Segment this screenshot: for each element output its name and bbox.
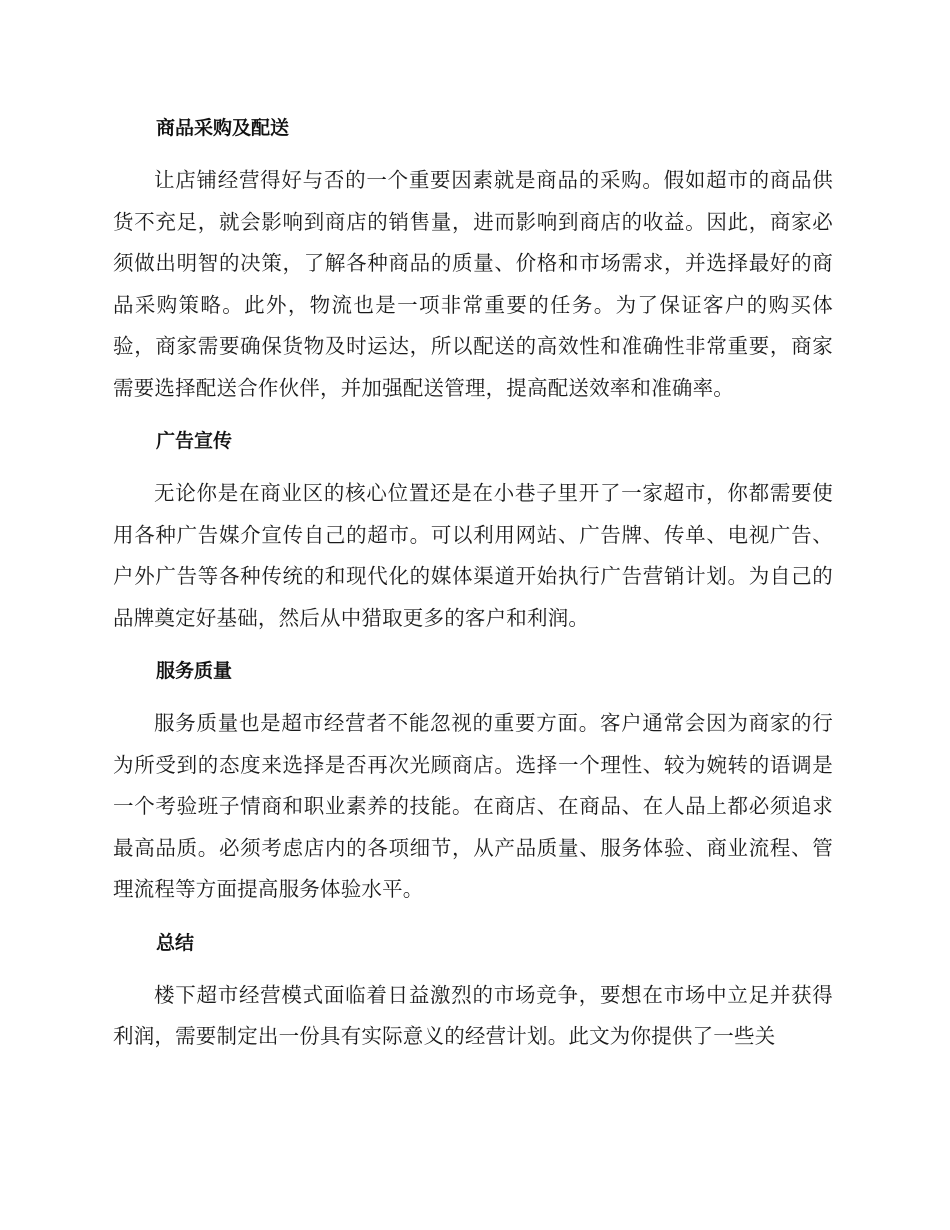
section-heading-advertising: 广告宣传: [156, 430, 233, 452]
section-heading-procurement: 商品采购及配送: [156, 117, 290, 139]
section-paragraph-advertising: 无论你是在商业区的核心位置还是在小巷子里开了一家超市，你都需要使用各种广告媒介宣传自己的超市。可以利用网站、广告牌、传单、电视广告、户外广告等各种传统的和现代化的媒体渠道开始执行广告营销计划。为自己的品牌奠定好基础，然后从中猎取更多的客户和利润。: [113, 481, 833, 630]
section-paragraph-service-quality: 服务质量也是超市经营者不能忽视的重要方面。客户通常会因为商家的行为所受到的态度来选择是否再次光顾商店。选择一个理性、较为婉转的语调是一个考验班子情商和职业素养的技能。在商店、在商品、在人品上都必须追求最高品质。必须考虑店内的各项细节，从产品质量、服务体验、商业流程、管理流程等方面提高服务体验水平。: [113, 711, 833, 901]
section-paragraph-summary: 楼下超市经营模式面临着日益激烈的市场竞争，要想在市场中立足并获得利润，需要制定出一份具有实际意义的经营计划。此文为你提供了一些关: [113, 982, 833, 1048]
section-heading-service-quality: 服务质量: [156, 660, 233, 682]
section-paragraph-procurement: 让店铺经营得好与否的一个重要因素就是商品的采购。假如超市的商品供货不充足，就会影响到商店的销售量，进而影响到商店的收益。因此，商家必须做出明智的决策，了解各种商品的质量、价格和市场需求，并选择最好的商品采购策略。此外，物流也是一项非常重要的任务。为了保证客户的购买体验，商家需要确保货物及时运达，所以配送的高效性和准确性非常重要，商家需要选择配送合作伙伴，并加强配送管理，提高配送效率和准确率。: [113, 168, 833, 400]
document-body: [113, 108, 833, 1070]
section-heading-summary: 总结: [156, 931, 195, 954]
